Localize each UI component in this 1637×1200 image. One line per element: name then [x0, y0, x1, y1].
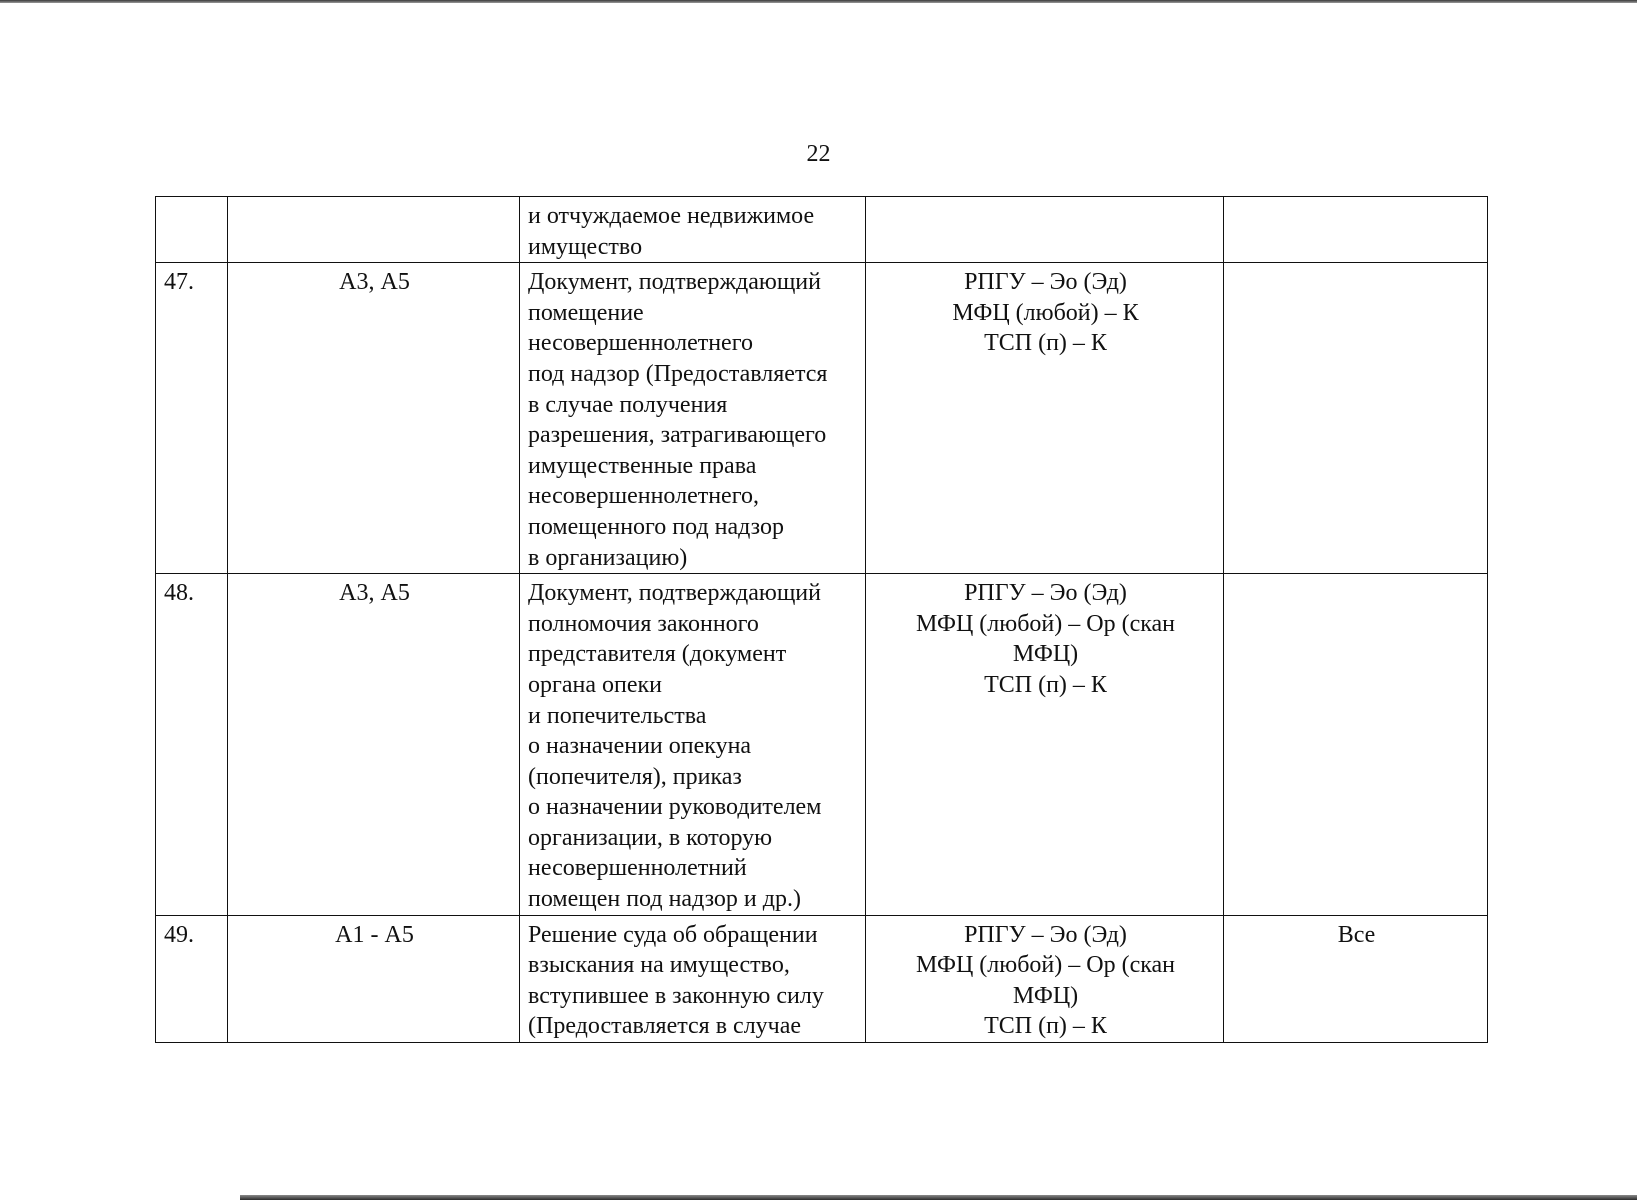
document-name-cell [520, 574, 866, 916]
submission-method-cell [866, 915, 1224, 1042]
document-name-line: Документ, подтверждающий [528, 580, 821, 607]
applicants-cell: А3, А5 [228, 263, 520, 574]
submission-method-line: МФЦ) [1012, 982, 1079, 1009]
submission-method-cell [866, 263, 1224, 574]
scan-edge-top [0, 0, 1637, 3]
document-name-line: (Предоставляется в случае [528, 1013, 802, 1040]
document-name-line: Решение суда об обращении [528, 921, 818, 948]
page-number: 22 [806, 141, 831, 167]
document-name-line: несовершеннолетний [528, 855, 747, 882]
submission-method-cell [866, 197, 1224, 263]
applicants-cell: А1 - А5 [228, 915, 520, 1042]
document-name-line: о назначении руководителем [528, 794, 822, 821]
note-cell [1224, 197, 1488, 263]
document-name-line: несовершеннолетнего [528, 330, 753, 357]
document-name-line: помещение [528, 299, 644, 326]
document-name-line: Документ, подтверждающий [528, 269, 821, 296]
document-name-line: полномочия законного [528, 610, 759, 637]
document-name-line: в организацию) [528, 544, 688, 571]
document-name-line: организации, в которую [528, 824, 773, 851]
table-row [156, 574, 1488, 916]
submission-method-line: ТСП (п) – К [984, 671, 1107, 698]
row-number-cell [156, 197, 228, 263]
submission-method-cell [866, 574, 1224, 916]
document-name-line: взыскания на имущество, [528, 952, 790, 979]
applicants-cell [228, 197, 520, 263]
submission-method-line: МФЦ (любой) – Ор (скан [915, 610, 1176, 637]
document-name-line: имущественные права [528, 452, 757, 479]
document-name-cell [520, 263, 866, 574]
applicants-cell: А3, А5 [228, 574, 520, 916]
document-name-line: под надзор (Предоставляется [528, 360, 828, 387]
submission-method-line: МФЦ (любой) – Ор (скан [915, 952, 1176, 979]
submission-method-line: ТСП (п) – К [984, 330, 1107, 357]
table-row [156, 915, 1488, 1042]
document-name-line: в случае получения [528, 391, 728, 418]
submission-method-line: ТСП (п) – К [984, 1013, 1107, 1040]
document-name-cell [520, 197, 866, 263]
document-name-line: (попечителя), приказ [528, 763, 742, 790]
row-number-cell: 48. [156, 574, 228, 916]
scan-edge-bottom [240, 1195, 1637, 1200]
note-cell: Все [1224, 915, 1488, 1042]
row-number-cell: 49. [156, 915, 228, 1042]
table-row [156, 197, 1488, 263]
table-row [156, 263, 1488, 574]
document-name-line: имущество [528, 233, 643, 260]
row-number-cell: 47. [156, 263, 228, 574]
document-name-line: вступившее в законную силу [528, 982, 824, 1009]
document-name-line: несовершеннолетнего, [528, 483, 759, 510]
document-name-line: помещен под надзор и др.) [528, 886, 801, 913]
submission-method-line: РПГУ – Эо (Эд) [964, 269, 1127, 296]
document-name-line: и отчуждаемое недвижимое [528, 203, 815, 229]
document-name-line: помещенного под надзор [528, 513, 784, 540]
document-name-line: органа опеки [528, 671, 662, 698]
document-name-line: и попечительства [528, 702, 707, 729]
document-name-line: разрешения, затрагивающего [528, 422, 827, 449]
documents-table [155, 196, 1488, 1043]
submission-method-line: РПГУ – Эо (Эд) [964, 580, 1127, 607]
note-cell [1224, 263, 1488, 574]
document-name-line: представителя (документ [528, 641, 787, 668]
note-cell [1224, 574, 1488, 916]
submission-method-line: МФЦ (любой) – К [952, 299, 1139, 326]
submission-method-line: МФЦ) [1012, 641, 1079, 668]
document-name-cell [520, 915, 866, 1042]
document-name-line: о назначении опекуна [528, 733, 752, 760]
submission-method-line: РПГУ – Эо (Эд) [964, 921, 1127, 948]
